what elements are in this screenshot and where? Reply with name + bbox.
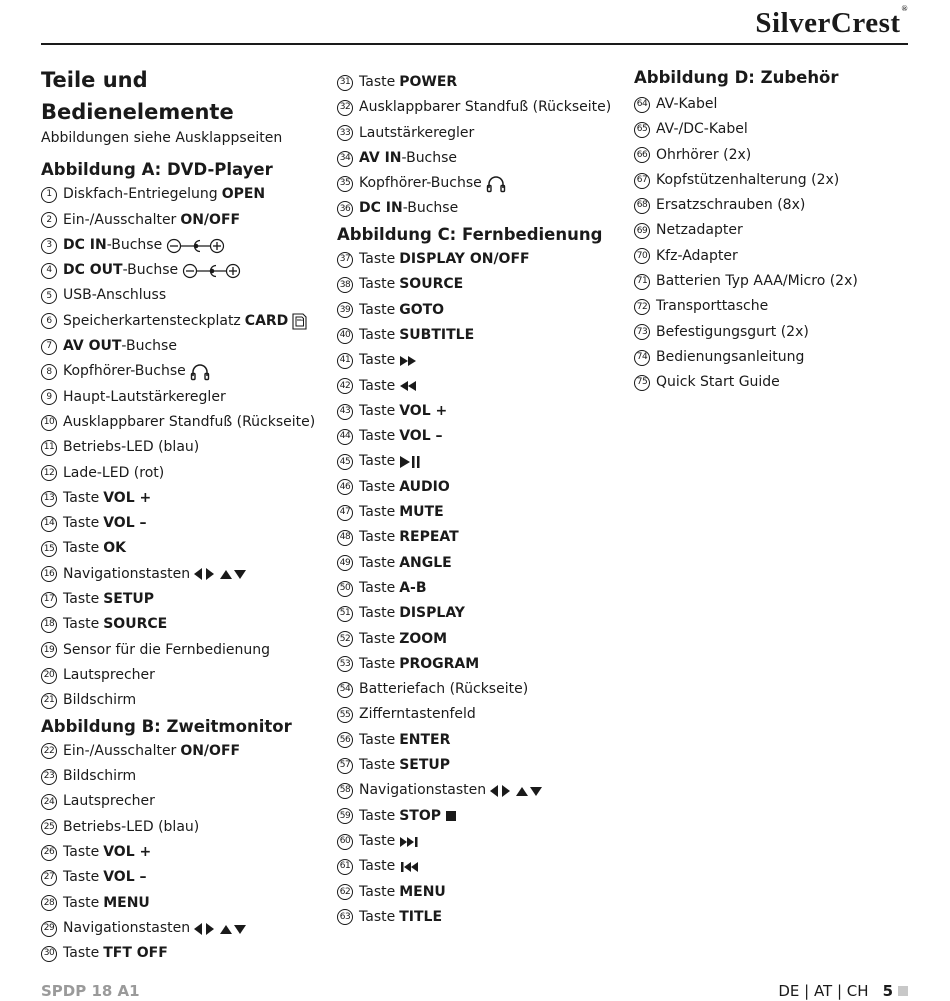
- item-label: Taste: [359, 605, 396, 622]
- list-item: [41, 587, 331, 612]
- item-number: 11: [41, 440, 57, 456]
- list-item: [41, 663, 331, 688]
- item-number: 58: [337, 783, 353, 799]
- item-label: USB-Anschluss: [63, 287, 167, 304]
- item-key-label: VOL +: [399, 402, 448, 419]
- list-item: [41, 486, 331, 511]
- list-item: [41, 208, 331, 233]
- item-key-label: SOURCE: [103, 616, 168, 633]
- next-track-icon: [399, 835, 421, 849]
- item-key-label: GOTO: [399, 301, 445, 318]
- item-number: 12: [41, 465, 57, 481]
- item-label: Taste: [63, 894, 100, 911]
- item-key-label: DISPLAY: [399, 605, 465, 622]
- page-title: Teile und Bedienelemente: [41, 68, 234, 124]
- memory-card-icon: [292, 313, 307, 330]
- item-key-label: DC IN: [359, 200, 403, 217]
- item-label: Lautsprecher: [63, 666, 155, 683]
- item-key-label: VOL –: [103, 869, 147, 886]
- item-label: Taste: [359, 402, 396, 419]
- item-number: 43: [337, 404, 353, 420]
- polarity-icon: [166, 238, 226, 254]
- item-key-label: ON/OFF: [180, 742, 241, 759]
- item-number: 39: [337, 302, 353, 318]
- item-key-label: A-B: [399, 579, 427, 596]
- list-item: [337, 171, 627, 196]
- item-key-label: DISPLAY ON/OFF: [399, 251, 530, 268]
- item-label: Taste: [359, 276, 396, 293]
- list-item: [634, 193, 924, 218]
- list-item: [337, 728, 627, 753]
- item-number: 28: [41, 895, 57, 911]
- item-label: Betriebs-LED (blau): [63, 818, 200, 835]
- item-number: 34: [337, 151, 353, 167]
- list-item: [634, 117, 924, 142]
- list-item: [41, 865, 331, 890]
- item-label: Lade-LED (rot): [63, 464, 165, 481]
- brand-logo: SilverCrest®: [755, 4, 908, 39]
- item-number: 26: [41, 845, 57, 861]
- list-item: [337, 804, 627, 829]
- item-number: 62: [337, 884, 353, 900]
- item-key-label: OPEN: [221, 186, 266, 203]
- item-label: Ein-/Ausschalter: [63, 742, 177, 759]
- list-item: [41, 182, 331, 207]
- item-label: Netzadapter: [656, 222, 743, 239]
- list-item: [337, 905, 627, 930]
- item-key-label: AUDIO: [399, 478, 450, 495]
- item-number: 65: [634, 122, 650, 138]
- item-number: 57: [337, 758, 353, 774]
- list-item: [41, 840, 331, 865]
- section-d-title: Abbildung D: Zubehör: [634, 68, 839, 87]
- item-label: Diskfach-Entriegelung: [63, 186, 218, 203]
- item-label: Transporttasche: [656, 298, 769, 315]
- item-number: 40: [337, 328, 353, 344]
- item-key-label: ANGLE: [399, 554, 452, 571]
- item-number: 7: [41, 339, 57, 355]
- list-item: [41, 461, 331, 486]
- item-label: Taste: [359, 807, 396, 824]
- list-item: [337, 627, 627, 652]
- list-item: [337, 424, 627, 449]
- list-item: [634, 294, 924, 319]
- item-label: Taste: [359, 554, 396, 571]
- item-label: Bedienungsanleitung: [656, 348, 805, 365]
- item-label: Taste: [359, 251, 396, 268]
- item-number: 30: [41, 946, 57, 962]
- item-key-label: PROGRAM: [399, 655, 480, 672]
- item-number: 15: [41, 541, 57, 557]
- play-pause-icon: [399, 455, 423, 469]
- item-label: Bildschirm: [63, 768, 137, 785]
- item-number: 45: [337, 454, 353, 470]
- list-item: [337, 196, 627, 221]
- item-number: 42: [337, 378, 353, 394]
- item-label: Kopfhörer-Buchse: [63, 363, 186, 380]
- item-number: 46: [337, 479, 353, 495]
- item-number: 20: [41, 668, 57, 684]
- item-number: 24: [41, 794, 57, 810]
- item-label: Taste: [359, 326, 396, 343]
- item-number: 23: [41, 769, 57, 785]
- item-label: Batterien Typ AAA/Micro (2x): [656, 273, 858, 290]
- list-item: [337, 753, 627, 778]
- item-number: 1: [41, 187, 57, 203]
- item-label: Ausklappbarer Standfuß (Rückseite): [63, 413, 316, 430]
- item-key-label: SOURCE: [399, 276, 464, 293]
- item-label: Batteriefach (Rückseite): [359, 681, 529, 698]
- item-key-label: TITLE: [399, 908, 443, 925]
- item-key-label: STOP: [399, 807, 442, 824]
- list-item: [337, 298, 627, 323]
- item-number: 14: [41, 516, 57, 532]
- list-item: [634, 269, 924, 294]
- item-number: 9: [41, 389, 57, 405]
- item-label: Speicherkartensteckplatz: [63, 312, 241, 329]
- item-number: 72: [634, 299, 650, 315]
- item-label: Taste: [359, 428, 396, 445]
- section-c-list: [337, 247, 627, 930]
- list-item: [337, 70, 627, 95]
- item-label: Taste: [63, 945, 100, 962]
- list-item: [41, 789, 331, 814]
- item-key-label: TFT OFF: [103, 945, 168, 962]
- item-key-label: SETUP: [399, 757, 451, 774]
- item-number: 6: [41, 313, 57, 329]
- item-number: 70: [634, 248, 650, 264]
- item-label: Taste: [359, 757, 396, 774]
- navigation-arrows-icon: [490, 784, 546, 798]
- item-suffix: -Buchse: [106, 236, 163, 253]
- item-number: 74: [634, 350, 650, 366]
- list-item: [337, 348, 627, 373]
- item-label: Quick Start Guide: [656, 374, 780, 391]
- section-b-list: [41, 739, 331, 967]
- item-key-label: DC OUT: [63, 262, 123, 279]
- headphones-icon: [190, 363, 210, 381]
- list-item: [337, 146, 627, 171]
- item-number: 44: [337, 429, 353, 445]
- item-label: Taste: [359, 504, 396, 521]
- item-label: Taste: [359, 832, 396, 849]
- list-item: [41, 410, 331, 435]
- list-item: [41, 891, 331, 916]
- item-number: 47: [337, 505, 353, 521]
- item-label: Taste: [359, 908, 396, 925]
- item-key-label: AV OUT: [63, 338, 122, 355]
- column-3: [634, 64, 924, 396]
- item-number: 19: [41, 642, 57, 658]
- item-number: 75: [634, 375, 650, 391]
- item-label: Taste: [63, 844, 100, 861]
- section-b-title: Abbildung B: Zweitmonitor: [41, 716, 292, 736]
- item-label: Navigationstasten: [63, 919, 191, 936]
- item-suffix: -Buchse: [402, 200, 459, 217]
- item-label: Betriebs-LED (blau): [63, 439, 200, 456]
- item-number: 73: [634, 324, 650, 340]
- list-item: [337, 525, 627, 550]
- item-key-label: VOL +: [103, 844, 152, 861]
- page-marker-square: [898, 986, 908, 996]
- item-label: Taste: [63, 591, 100, 608]
- item-number: 2: [41, 212, 57, 228]
- item-label: Bildschirm: [63, 692, 137, 709]
- list-item: [41, 815, 331, 840]
- list-item: [41, 309, 331, 334]
- page-subtitle: Abbildungen siehe Ausklappseiten: [41, 130, 283, 146]
- list-item: [634, 345, 924, 370]
- item-number: 48: [337, 530, 353, 546]
- list-item: [41, 385, 331, 410]
- list-item: [337, 449, 627, 474]
- column-1: [41, 64, 331, 967]
- list-item: [41, 283, 331, 308]
- navigation-arrows-icon: [194, 922, 250, 936]
- list-item: [634, 320, 924, 345]
- item-key-label: ZOOM: [399, 630, 448, 647]
- item-number: 49: [337, 555, 353, 571]
- footer-pagination: [778, 982, 908, 1000]
- item-label: Haupt-Lautstärkeregler: [63, 388, 226, 405]
- list-item: [337, 95, 627, 120]
- item-suffix: -Buchse: [401, 149, 458, 166]
- item-number: 50: [337, 581, 353, 597]
- item-number: 63: [337, 909, 353, 925]
- list-item: [337, 121, 627, 146]
- item-key-label: VOL –: [103, 515, 147, 532]
- item-number: 27: [41, 870, 57, 886]
- item-label: Navigationstasten: [63, 565, 191, 582]
- item-number: 66: [634, 147, 650, 163]
- list-item: [41, 638, 331, 663]
- item-number: 53: [337, 656, 353, 672]
- list-item: [634, 218, 924, 243]
- item-label: Taste: [359, 352, 396, 369]
- list-item: [337, 247, 627, 272]
- list-item: [41, 359, 331, 384]
- item-number: 5: [41, 288, 57, 304]
- list-item: [41, 334, 331, 359]
- list-item: [41, 562, 331, 587]
- list-item: [41, 233, 331, 258]
- item-key-label: MENU: [103, 894, 150, 911]
- list-item: [337, 702, 627, 727]
- item-key-label: OK: [103, 540, 126, 557]
- item-number: 51: [337, 606, 353, 622]
- item-label: Zifferntastenfeld: [359, 706, 476, 723]
- page-number: 5: [882, 982, 893, 1000]
- item-label: Taste: [63, 616, 100, 633]
- item-label: Taste: [63, 869, 100, 886]
- section-d-list: [634, 92, 924, 396]
- item-number: 25: [41, 819, 57, 835]
- list-item: [337, 576, 627, 601]
- item-number: 55: [337, 707, 353, 723]
- list-item: [41, 612, 331, 637]
- item-label: Taste: [63, 489, 100, 506]
- item-number: 33: [337, 125, 353, 141]
- item-key-label: ENTER: [399, 731, 451, 748]
- item-label: Taste: [63, 540, 100, 557]
- list-item: [41, 688, 331, 713]
- item-label: Taste: [359, 655, 396, 672]
- item-key-label: MUTE: [399, 504, 444, 521]
- section-b-continued-list: [337, 70, 627, 222]
- list-item: [337, 778, 627, 803]
- item-number: 10: [41, 415, 57, 431]
- item-number: 18: [41, 617, 57, 633]
- item-number: 17: [41, 592, 57, 608]
- item-key-label: DC IN: [63, 236, 107, 253]
- item-label: Befestigungsgurt (2x): [656, 323, 809, 340]
- list-item: [41, 536, 331, 561]
- item-label: Taste: [359, 731, 396, 748]
- item-number: 68: [634, 198, 650, 214]
- polarity-icon: [182, 263, 242, 279]
- item-label: Taste: [359, 529, 396, 546]
- header-rule: [41, 43, 908, 45]
- list-item: [41, 258, 331, 283]
- item-number: 21: [41, 693, 57, 709]
- list-item: [634, 143, 924, 168]
- item-label: Kopfhörer-Buchse: [359, 175, 482, 192]
- footer-model: SPDP 18 A1: [41, 982, 140, 1000]
- section-a-list: [41, 182, 331, 713]
- item-number: 4: [41, 263, 57, 279]
- item-number: 16: [41, 566, 57, 582]
- item-label: Ausklappbarer Standfuß (Rückseite): [359, 99, 612, 116]
- stop-icon: [445, 810, 457, 822]
- list-item: [337, 272, 627, 297]
- item-number: 59: [337, 808, 353, 824]
- item-label: Taste: [359, 301, 396, 318]
- headphones-icon: [486, 175, 506, 193]
- item-key-label: AV IN: [359, 149, 402, 166]
- item-label: Sensor für die Fernbedienung: [63, 641, 270, 658]
- item-label: Taste: [359, 858, 396, 875]
- list-item: [41, 511, 331, 536]
- list-item: [634, 370, 924, 395]
- item-number: 54: [337, 682, 353, 698]
- list-item: [337, 880, 627, 905]
- list-item: [634, 92, 924, 117]
- item-number: 31: [337, 75, 353, 91]
- list-item: [337, 500, 627, 525]
- item-number: 69: [634, 223, 650, 239]
- item-label: Taste: [359, 377, 396, 394]
- item-number: 52: [337, 631, 353, 647]
- previous-track-icon: [399, 860, 421, 874]
- item-label: Kopfstützenhalterung (2x): [656, 171, 840, 188]
- fast-forward-icon: [399, 354, 419, 368]
- navigation-arrows-icon: [194, 567, 250, 581]
- item-key-label: ON/OFF: [180, 211, 241, 228]
- section-c-title: Abbildung C: Fernbedienung: [337, 224, 603, 244]
- item-key-label: SETUP: [103, 591, 155, 608]
- item-key-label: MENU: [399, 883, 446, 900]
- item-key-label: VOL –: [399, 428, 443, 445]
- item-number: 22: [41, 743, 57, 759]
- item-suffix: -Buchse: [121, 338, 177, 355]
- list-item: [337, 677, 627, 702]
- list-item: [337, 601, 627, 626]
- item-key-label: VOL +: [103, 489, 152, 506]
- item-key-label: REPEAT: [399, 529, 459, 546]
- item-label: Ohrhörer (2x): [656, 146, 752, 163]
- list-item: [41, 435, 331, 460]
- footer-languages: DE | AT | CH: [778, 982, 869, 1000]
- item-number: 32: [337, 100, 353, 116]
- item-number: 60: [337, 834, 353, 850]
- item-label: Ein-/Ausschalter: [63, 211, 177, 228]
- item-label: Ersatzschrauben (8x): [656, 197, 806, 214]
- list-item: [337, 652, 627, 677]
- list-item: [337, 399, 627, 424]
- item-label: AV-Kabel: [656, 96, 718, 112]
- item-number: 67: [634, 173, 650, 189]
- section-a-title: Abbildung A: DVD-Player: [41, 160, 273, 179]
- list-item: [337, 374, 627, 399]
- column-2: [337, 70, 627, 930]
- item-number: 29: [41, 921, 57, 937]
- item-label: Taste: [359, 453, 396, 470]
- item-suffix: -Buchse: [122, 262, 179, 279]
- item-number: 36: [337, 201, 353, 217]
- item-number: 3: [41, 238, 57, 254]
- item-label: Kfz-Adapter: [656, 247, 738, 264]
- list-item: [41, 916, 331, 941]
- item-label: Lautstärkeregler: [359, 124, 475, 141]
- item-number: 13: [41, 491, 57, 507]
- list-item: [337, 829, 627, 854]
- item-key-label: CARD: [244, 312, 289, 329]
- item-label: Taste: [359, 74, 396, 90]
- item-label: Taste: [359, 630, 396, 647]
- item-number: 37: [337, 252, 353, 268]
- item-number: 35: [337, 176, 353, 192]
- list-item: [337, 551, 627, 576]
- list-item: [337, 475, 627, 500]
- item-number: 61: [337, 859, 353, 875]
- item-number: 8: [41, 364, 57, 380]
- item-label: Navigationstasten: [359, 782, 487, 799]
- item-label: AV-/DC-Kabel: [656, 121, 748, 138]
- list-item: [41, 739, 331, 764]
- item-number: 38: [337, 277, 353, 293]
- item-number: 56: [337, 732, 353, 748]
- item-label: Taste: [359, 579, 396, 596]
- list-item: [337, 323, 627, 348]
- list-item: [337, 854, 627, 879]
- list-item: [634, 168, 924, 193]
- item-number: 64: [634, 97, 650, 113]
- rewind-icon: [399, 379, 419, 393]
- list-item: [634, 244, 924, 269]
- item-label: Lautsprecher: [63, 793, 155, 810]
- item-number: 41: [337, 353, 353, 369]
- item-label: Taste: [359, 883, 396, 900]
- item-label: Taste: [359, 478, 396, 495]
- item-label: Taste: [63, 515, 100, 532]
- list-item: [41, 764, 331, 789]
- list-item: [41, 941, 331, 966]
- item-number: 71: [634, 274, 650, 290]
- item-key-label: POWER: [399, 74, 458, 90]
- item-key-label: SUBTITLE: [399, 326, 475, 343]
